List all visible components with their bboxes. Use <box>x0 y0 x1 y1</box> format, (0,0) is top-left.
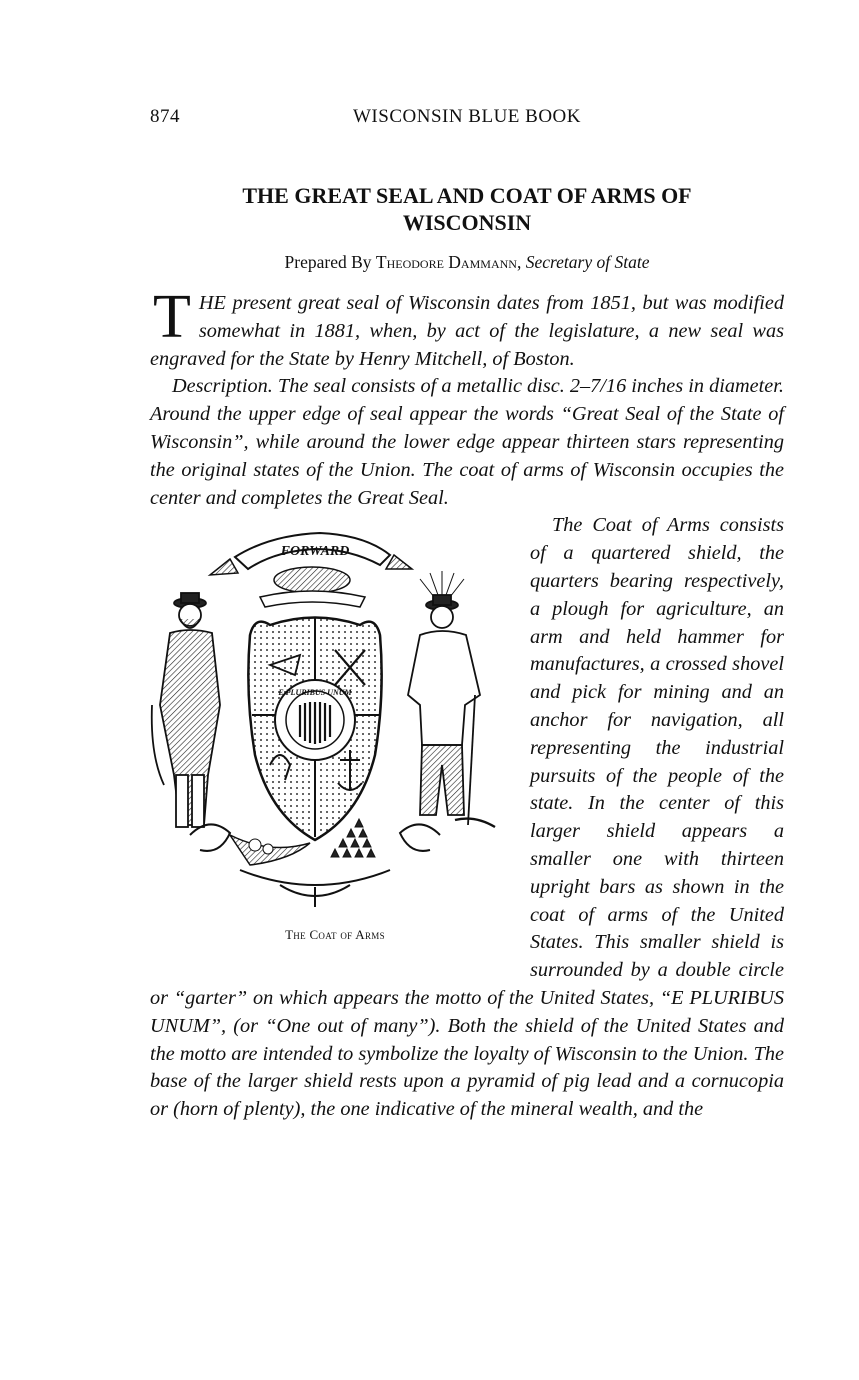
paragraph-description <box>150 373 784 512</box>
motto-text: FORWARD <box>280 544 350 560</box>
byline <box>150 250 784 274</box>
byline-author: Theodore Dammann, <box>375 252 522 272</box>
sunburst <box>420 571 464 597</box>
coat-of-arms-figure <box>150 515 520 963</box>
page-number: 874 <box>150 106 180 127</box>
title-line-2: WISCONSIN <box>402 210 532 235</box>
garter-motto-text: E PLURIBUS UNUM <box>278 688 352 698</box>
drop-cap: T <box>153 283 191 351</box>
shield <box>248 617 381 840</box>
sailor-supporter <box>152 593 220 827</box>
page-header <box>150 106 784 134</box>
description-text-start: Description. The seal consists of a metallic disc. 2–7/16 inches in diameter. Around the upper edge of seal appear the words “Great Seal of the State of Wisconsin”, while around the lower edge appear thirteen stars representing the original states of the Union. The coat of arms of Wisconsin occupies the center and completes the Great Seal. <box>150 375 784 509</box>
badger-crest <box>260 567 365 607</box>
byline-prefix: Prepared By <box>284 252 372 272</box>
paragraph-intro <box>150 283 784 373</box>
coat-of-arms-text: The Coat of Arms consists of a quartered shield, the quarters bearing respectively, a plough for agriculture, an arm and held hammer for manufactures, a crossed shovel and pick for mining and an anchor for navigation, all representing the industrial pursuits of the people of the state. In the center of this larger shield appears a smaller one with thirteen upright bars as shown in the coat of arms of the United States. This smaller shield is surrounded by a double circle or “garter” on which appears the motto of the United States, “E PLURIBUS UNUM”, (or “One out of many”). Both the shield of the United States and the motto are intended to symbolize the loyalty of Wisconsin to the Union. The base of the larger shield rests upon a pyramid of pig lead and a cornucopia or (horn of plenty), the one indicative of the mineral wealth, and the <box>150 514 784 1121</box>
coat-of-arms-illustration <box>150 515 520 915</box>
byline-role: Secretary of State <box>525 252 650 272</box>
miner-supporter <box>408 595 495 827</box>
figure-caption: The Coat of Arms <box>285 927 385 943</box>
article-body <box>150 283 784 1124</box>
running-head: WISCONSIN BLUE BOOK <box>353 106 581 127</box>
paragraph-intro-text: HE present great seal of Wisconsin dates from 1851, but was modified somewhat in 1881, when, by act of the legislature, a new seal was engraved for the State by Henry Mitchell, of Boston. <box>150 292 784 370</box>
article-title <box>150 182 784 236</box>
cornucopia-emblem <box>230 835 310 865</box>
title-line-1: THE GREAT SEAL AND COAT OF ARMS OF <box>242 183 692 208</box>
